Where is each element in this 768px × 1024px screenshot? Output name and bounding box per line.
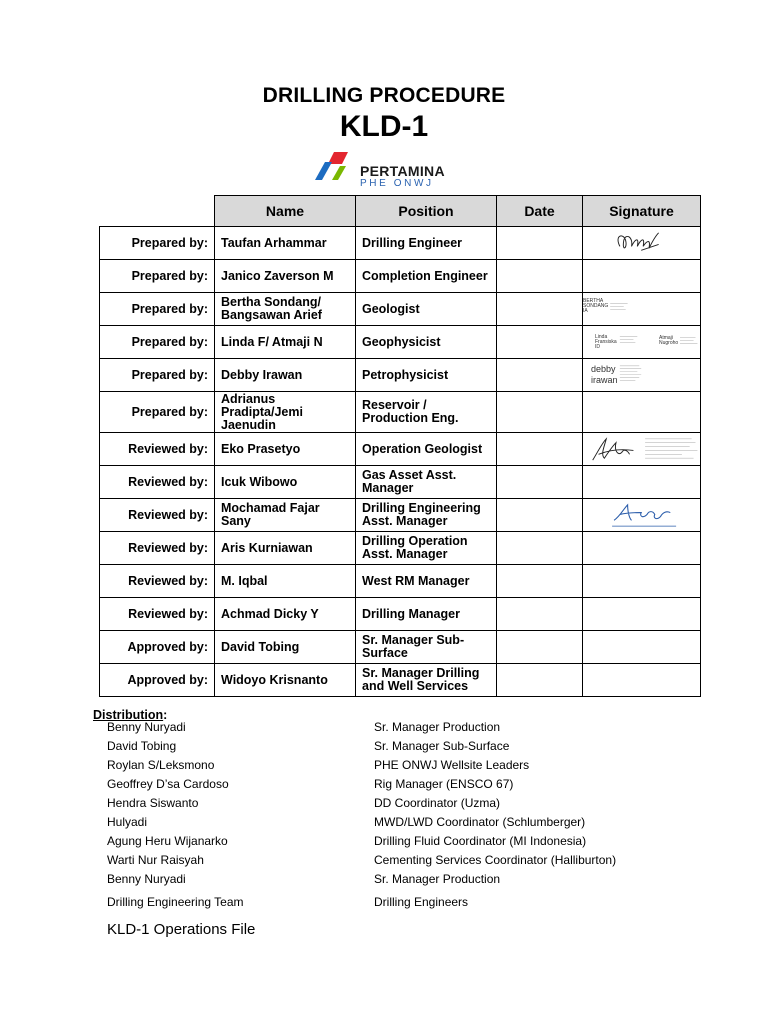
digital-signature-stamp xyxy=(583,326,712,358)
digital-signature-text: BERTHA SONDANG IA xyxy=(583,298,609,314)
well-name: KLD-1 xyxy=(339,110,429,143)
row-date xyxy=(497,260,583,293)
row-role: Approved by: xyxy=(100,631,215,664)
row-role: Prepared by: xyxy=(100,260,215,293)
table-row xyxy=(100,664,701,697)
distribution-names xyxy=(107,718,229,889)
table-row xyxy=(100,433,701,466)
document-title: DRILLING PROCEDURE xyxy=(262,84,506,107)
row-position: Drilling Engineering Asst. Manager xyxy=(356,499,497,532)
distribution-colon: : xyxy=(163,708,168,722)
row-date xyxy=(497,433,583,466)
row-signature xyxy=(583,532,701,565)
row-name: David Tobing xyxy=(215,631,356,664)
table-row xyxy=(100,260,701,293)
distribution-name: Agung Heru Wijanarko xyxy=(107,834,228,848)
digital-signature-stamp xyxy=(583,293,712,325)
header-name: Name xyxy=(215,196,356,227)
table-row xyxy=(100,532,701,565)
digital-signature-text: Linda Fransiska ID xyxy=(595,334,617,350)
row-name: Bertha Sondang/ Bangsawan Arief xyxy=(215,293,356,326)
row-position: Gas Asset Asst. Manager xyxy=(356,466,497,499)
row-role: Reviewed by: xyxy=(100,565,215,598)
pertamina-logo xyxy=(312,150,452,192)
row-name: Widoyo Krisnanto xyxy=(215,664,356,697)
row-signature xyxy=(583,664,701,697)
operations-file-footer: KLD-1 Operations File xyxy=(107,921,256,938)
table-row xyxy=(100,565,701,598)
digital-signature-text: debby irawan xyxy=(591,364,618,385)
row-role: Prepared by: xyxy=(100,227,215,260)
table-row xyxy=(100,466,701,499)
row-date xyxy=(497,631,583,664)
distribution-role: Sr. Manager Production xyxy=(374,872,501,886)
distribution-role: Sr. Manager Sub-Surface xyxy=(374,739,510,753)
digital-signature-stamp xyxy=(583,359,712,391)
row-position: Geophysicist xyxy=(356,326,497,359)
distribution-name: Benny Nuryadi xyxy=(107,720,186,734)
row-name: Eko Prasetyo xyxy=(215,433,356,466)
distribution-role: MWD/LWD Coordinator (Schlumberger) xyxy=(374,815,586,829)
row-name: Taufan Arhammar xyxy=(215,227,356,260)
row-signature xyxy=(583,392,701,433)
row-date xyxy=(497,466,583,499)
row-role: Reviewed by: xyxy=(100,598,215,631)
row-position: Drilling Manager xyxy=(356,598,497,631)
row-position: Completion Engineer xyxy=(356,260,497,293)
row-date xyxy=(497,293,583,326)
row-role: Prepared by: xyxy=(100,359,215,392)
distribution-name: Benny Nuryadi xyxy=(107,872,186,886)
row-role: Reviewed by: xyxy=(100,532,215,565)
table-header-row xyxy=(100,196,701,227)
row-date xyxy=(497,499,583,532)
row-position: Drilling Engineer xyxy=(356,227,497,260)
distribution-team-role: Drilling Engineers xyxy=(374,895,469,909)
row-name: Achmad Dicky Y xyxy=(215,598,356,631)
row-position: Geologist xyxy=(356,293,497,326)
distribution-roles xyxy=(374,718,616,889)
row-date xyxy=(497,598,583,631)
row-date xyxy=(497,359,583,392)
row-signature xyxy=(583,598,701,631)
row-signature xyxy=(583,326,701,359)
row-date xyxy=(497,326,583,359)
approval-table xyxy=(99,195,701,697)
header-blank-cell xyxy=(100,196,215,227)
distribution-name: Hendra Siswanto xyxy=(107,796,199,810)
table-row xyxy=(100,326,701,359)
row-position: Reservoir / Production Eng. xyxy=(356,392,497,433)
table-row xyxy=(100,499,701,532)
header-signature: Signature xyxy=(583,196,701,227)
row-signature xyxy=(583,466,701,499)
table-row xyxy=(100,392,701,433)
logo-subtitle: PHE ONWJ xyxy=(360,178,434,189)
handwritten-signature xyxy=(583,499,712,531)
row-date xyxy=(497,392,583,433)
row-position: West RM Manager xyxy=(356,565,497,598)
row-name: Debby Irawan xyxy=(215,359,356,392)
row-signature xyxy=(583,499,701,532)
logo-brand-name: PERTAMINA xyxy=(360,163,445,179)
row-signature xyxy=(583,260,701,293)
distribution-role: Drilling Fluid Coordinator (MI Indonesia) xyxy=(374,834,587,848)
row-position: Sr. Manager Drilling and Well Services xyxy=(356,664,497,697)
distribution-team-name: Drilling Engineering Team xyxy=(107,895,244,909)
digital-signature-text: Atmaji Nugroho xyxy=(659,335,679,346)
row-role: Reviewed by: xyxy=(100,433,215,466)
row-name: Adrianus Pradipta/Jemi Jaenudin xyxy=(215,392,356,433)
row-role: Reviewed by: xyxy=(100,499,215,532)
row-name: Aris Kurniawan xyxy=(215,532,356,565)
header-position: Position xyxy=(356,196,497,227)
row-signature xyxy=(583,293,701,326)
row-name: Mochamad Fajar Sany xyxy=(215,499,356,532)
row-role: Approved by: xyxy=(100,664,215,697)
distribution-name: Warti Nur Raisyah xyxy=(107,853,204,867)
row-name: Janico Zaverson M xyxy=(215,260,356,293)
row-date xyxy=(497,565,583,598)
distribution-role: Cementing Services Coordinator (Halliburton) xyxy=(374,853,617,867)
table-row xyxy=(100,598,701,631)
row-role: Prepared by: xyxy=(100,392,215,433)
table-row xyxy=(100,293,701,326)
row-date xyxy=(497,532,583,565)
distribution-role: Sr. Manager Production xyxy=(374,720,501,734)
distribution-role: PHE ONWJ Wellsite Leaders xyxy=(374,758,530,772)
pertamina-logo-icon xyxy=(312,150,358,184)
distribution-name: Hulyadi xyxy=(107,815,148,829)
row-signature xyxy=(583,433,701,466)
distribution-role: Rig Manager (ENSCO 67) xyxy=(374,777,514,791)
header-date: Date xyxy=(497,196,583,227)
table-row xyxy=(100,631,701,664)
handwritten-signature xyxy=(583,227,712,259)
distribution-label: Distribution xyxy=(93,708,164,722)
row-name: Icuk Wibowo xyxy=(215,466,356,499)
row-name: Linda F/ Atmaji N xyxy=(215,326,356,359)
row-signature xyxy=(583,359,701,392)
row-position: Operation Geologist xyxy=(356,433,497,466)
row-position: Petrophysicist xyxy=(356,359,497,392)
row-signature xyxy=(583,631,701,664)
distribution-name: Roylan S/Leksmono xyxy=(107,758,215,772)
distribution-name: David Tobing xyxy=(107,739,177,753)
row-name: M. Iqbal xyxy=(215,565,356,598)
row-role: Reviewed by: xyxy=(100,466,215,499)
distribution-role: DD Coordinator (Uzma) xyxy=(374,796,501,810)
handwritten-signature-with-stamp xyxy=(583,433,712,465)
table-row xyxy=(100,227,701,260)
row-date xyxy=(497,664,583,697)
row-date xyxy=(497,227,583,260)
row-position: Drilling Operation Asst. Manager xyxy=(356,532,497,565)
row-signature xyxy=(583,565,701,598)
row-signature xyxy=(583,227,701,260)
distribution-name: Geoffrey D’sa Cardoso xyxy=(107,777,229,791)
row-role: Prepared by: xyxy=(100,293,215,326)
row-role: Prepared by: xyxy=(100,326,215,359)
table-row xyxy=(100,359,701,392)
row-position: Sr. Manager Sub-Surface xyxy=(356,631,497,664)
